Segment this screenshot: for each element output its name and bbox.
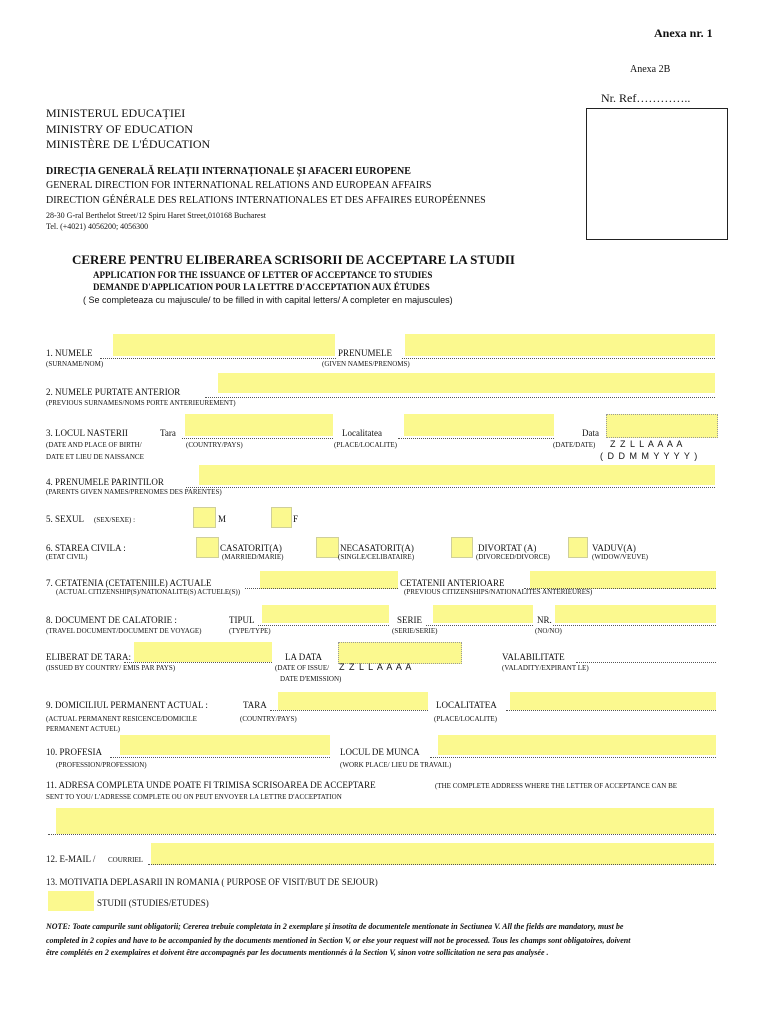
date-format-ro: Z Z L L A A A A — [610, 439, 684, 449]
purpose-label: 13. MOTIVATIA DEPLASARII IN ROMANIA ( PURPOSE OF VISIT/BUT DE SEJOUR) — [46, 877, 378, 887]
nr-ref: Nr. Ref………….. — [601, 91, 691, 105]
birth-country-field[interactable] — [185, 414, 333, 436]
residence-sublabel-1: (ACTUAL PERMANENT RESICENCE/DOMICILE — [46, 715, 197, 723]
photo-box[interactable] — [586, 108, 728, 240]
widowed-label: VADUV(A) — [592, 543, 636, 553]
given-names-sublabel: (GIVEN NAMES/PRENOMS) — [322, 360, 410, 368]
issued-by-label: ELIBERAT DE TARA: — [46, 652, 131, 662]
previous-surname-sublabel: (PREVIOUS SURNAMES/NOMS PORTE ANTERIEUREMENT) — [46, 399, 236, 407]
sex-male-checkbox[interactable] — [193, 507, 216, 528]
civil-status-label: 6. STAREA CIVILA : — [46, 543, 126, 553]
note-line-2: completed in 2 copies and have to be accompanied by the documents mentioned in Section V, or else your request will not be processed. Tous les champs sont obligatoires, doivent — [46, 936, 631, 945]
profession-label: 10. PROFESIA — [46, 747, 103, 757]
direction-ro: DIRECȚIA GENERALĂ RELAȚII INTERNAȚIONALE ȘI AFACERI EUROPENE — [46, 166, 411, 177]
citizenship-sublabel: (ACTUAL CITIZENSHIP(S)/NATIONALITE(S) ACTUELE(S)) — [56, 588, 241, 596]
sex-female-label: F — [293, 514, 299, 524]
travel-document-label: 8. DOCUMENT DE CALATORIE : — [46, 615, 177, 625]
current-citizenship-field[interactable] — [260, 571, 398, 589]
birth-country-label: Tara — [160, 428, 176, 438]
country-sublabel: (COUNTRY/PAYS) — [186, 441, 243, 449]
citizenship-label: 7. CETATENIA (CETATENIILE) ACTUALE — [46, 578, 212, 588]
sex-male-label: M — [218, 514, 227, 524]
issue-date-field[interactable] — [338, 642, 462, 664]
document-number-label: NR. — [537, 615, 552, 625]
issued-by-sublabel: (ISSUED BY COUNTRY/ EMIS PAR PAYS) — [46, 664, 176, 672]
date-emission-sublabel: DATE D'EMISSION) — [280, 675, 342, 683]
document-type-label: TIPUL — [229, 615, 255, 625]
issue-date-format: Z Z L L A A A A — [339, 662, 413, 672]
address-field[interactable] — [56, 808, 714, 834]
profession-sublabel: (PROFESSION/PROFESSION) — [56, 761, 147, 769]
single-checkbox[interactable] — [316, 537, 339, 558]
issuing-country-field[interactable] — [134, 642, 272, 662]
workplace-field[interactable] — [438, 735, 716, 755]
workplace-label: LOCUL DE MUNCA — [340, 747, 420, 757]
document-series-sublabel: (SERIE/SERIE) — [392, 627, 438, 635]
direction-en: GENERAL DIRECTION FOR INTERNATIONAL RELATIONS AND EUROPEAN AFFAIRS — [46, 180, 432, 191]
document-series-field[interactable] — [433, 605, 533, 623]
parents-names-label: 4. PRENUMELE PARINTILOR — [46, 477, 164, 487]
ministry-en: MINISTRY OF EDUCATION — [46, 122, 193, 136]
address-sublabel-2: SENT TO YOU/ L'ADRESSE COMPLETE OU ON PEUT ENVOYER LA LETTRE D'ACCEPTATION — [46, 793, 342, 801]
document-number-field[interactable] — [555, 605, 716, 623]
direction-fr: DIRECTION GÉNÉRALE DES RELATIONS INTERNATIONALES ET DES AFFAIRES EUROPÉENNES — [46, 195, 486, 206]
anexa-2b: Anexa 2B — [630, 64, 671, 75]
email-sublabel: COURRIEL — [108, 856, 143, 864]
previous-citizenship-field[interactable] — [530, 571, 716, 589]
place-sublabel: (PLACE/LOCALITE) — [334, 441, 397, 449]
parents-names-sublabel: (PARENTS GIVEN NAMES/PRENOMES DES PARENTES) — [46, 488, 222, 496]
validity-label: VALABILITATE — [502, 652, 565, 662]
residence-sublabel-2: PERMANENT ACTUEL) — [46, 725, 120, 733]
married-sublabel: (MARRIED/MARIE) — [222, 553, 284, 561]
form-title-fr: DEMANDE D'APPLICATION POUR LA LETTRE D'ACCEPTATION AUX ÉTUDES — [93, 282, 430, 292]
workplace-sublabel: (WORK PLACE/ LIEU DE TRAVAIL) — [340, 761, 452, 769]
ministry-ro: MINISTERUL EDUCAȚIEI — [46, 106, 186, 120]
address-sublabel-1: (THE COMPLETE ADDRESS WHERE THE LETTER OF ACCEPTANCE CAN BE — [435, 782, 678, 790]
document-type-field[interactable] — [262, 605, 389, 623]
previous-surname-label: 2. NUMELE PURTATE ANTERIOR — [46, 387, 181, 397]
birth-place-field[interactable] — [404, 414, 554, 436]
note-line-1: NOTE: Toate campurile sunt obligatorii; Cererea trebuie completata in 2 exemplare și insotita de documentele mentionate in Sectiunea V. All the fields are mandatory, must be — [46, 922, 624, 931]
civil-status-sublabel: (ETAT CIVIL) — [46, 553, 88, 561]
birth-date-label: Data — [582, 428, 599, 438]
telephone: Tel. (+4021) 4056200; 4056300 — [46, 222, 149, 231]
studies-checkbox[interactable] — [48, 891, 94, 911]
address-label: 11. ADRESA COMPLETA UNDE POATE FI TRIMISA SCRISOAREA DE ACCEPTARE — [46, 780, 376, 790]
surname-label: 1. NUMELE — [46, 348, 93, 358]
divorced-checkbox[interactable] — [451, 537, 473, 558]
birth-date-field[interactable] — [606, 414, 718, 438]
date-lieu-sublabel: DATE ET LIEU DE NAISSANCE — [46, 453, 144, 461]
birth-place-label: Localitatea — [342, 428, 382, 438]
residence-country-label: TARA — [243, 700, 267, 710]
residence-label: 9. DOMICILIUL PERMANENT ACTUAL : — [46, 700, 208, 710]
profession-field[interactable] — [120, 735, 330, 755]
anexa-number: Anexa nr. 1 — [654, 26, 713, 40]
previous-surname-field[interactable] — [218, 373, 715, 393]
surname-sublabel: (SURNAME/NOM) — [46, 360, 104, 368]
issue-date-sublabel: (DATE OF ISSUE/ — [275, 664, 330, 672]
ministry-fr: MINISTÈRE DE L'ÉDUCATION — [46, 137, 211, 151]
sex-label: 5. SEXUL — [46, 514, 84, 524]
widowed-checkbox[interactable] — [568, 537, 588, 558]
document-series-label: SERIE — [397, 615, 423, 625]
travel-document-sublabel: (TRAVEL DOCUMENT/DOCUMENT DE VOYAGE) — [46, 627, 202, 635]
previous-citizenship-label: CETATENII ANTERIOARE — [400, 578, 505, 588]
residence-country-sublabel: (COUNTRY/PAYS) — [240, 715, 297, 723]
studies-label: STUDII (STUDIES/ETUDES) — [97, 898, 209, 908]
form-title-ro: CERERE PENTRU ELIBERAREA SCRISORII DE ACCEPTARE LA STUDII — [72, 252, 515, 267]
residence-place-sublabel: (PLACE/LOCALITE) — [434, 715, 497, 723]
email-field[interactable] — [151, 843, 714, 865]
given-names-label: PRENUMELE — [338, 348, 392, 358]
residence-country-field[interactable] — [278, 692, 428, 710]
surname-field[interactable] — [113, 334, 335, 356]
previous-citizenship-sublabel: (PREVIOUS CITIZENSHIPS/NATIONALITES ANTERIEURES) — [404, 588, 593, 596]
divorced-label: DIVORTAT (A) — [478, 543, 537, 553]
given-names-field[interactable] — [405, 334, 715, 356]
sex-sublabel: (SEX/SEXE) : — [94, 516, 136, 524]
note-line-3: être complétés en 2 exemplaires et doivent être accompagnés par les documents mentionnés à la Section V, sinon votre sollicitation ne sera pas analysée . — [46, 948, 549, 957]
divorced-sublabel: (DIVORCED/DIVORCE) — [476, 553, 550, 561]
date-place-birth-sublabel: (DATE AND PLACE OF BIRTH/ — [46, 441, 142, 449]
capitals-note: ( Se completeaza cu majuscule/ to be filled in with capital letters/ A completer en majuscules) — [83, 295, 453, 305]
married-label: CASATORIT(A) — [220, 543, 282, 553]
sex-female-checkbox[interactable] — [271, 507, 292, 528]
birthplace-label: 3. LOCUL NASTERII — [46, 428, 128, 438]
single-label: NECASATORIT(A) — [340, 543, 414, 553]
form-title-en: APPLICATION FOR THE ISSUANCE OF LETTER OF ACCEPTANCE TO STUDIES — [93, 270, 433, 280]
document-type-sublabel: (TYPE/TYPE) — [229, 627, 271, 635]
widowed-sublabel: (WIDOW/VEUVE) — [592, 553, 648, 561]
email-label: 12. E-MAIL / — [46, 854, 96, 864]
address: 28-30 G-ral Berthelot Street/12 Spiru Haret Street,010168 Bucharest — [46, 211, 266, 220]
single-sublabel: (SINGLE/CELIBATAIRE) — [338, 553, 415, 561]
date-format-en: ( D D M M Y Y Y Y ) — [600, 451, 699, 461]
married-checkbox[interactable] — [196, 537, 219, 558]
validity-sublabel: (VALADITY/EXPIRANT LE) — [502, 664, 589, 672]
parents-names-field[interactable] — [199, 465, 715, 485]
residence-place-field[interactable] — [510, 692, 716, 710]
issue-date-label: LA DATA — [285, 652, 323, 662]
date-sublabel: (DATE/DATE) — [553, 441, 596, 449]
document-number-sublabel: (NO/NO) — [535, 627, 562, 635]
residence-place-label: LOCALITATEA — [436, 700, 497, 710]
